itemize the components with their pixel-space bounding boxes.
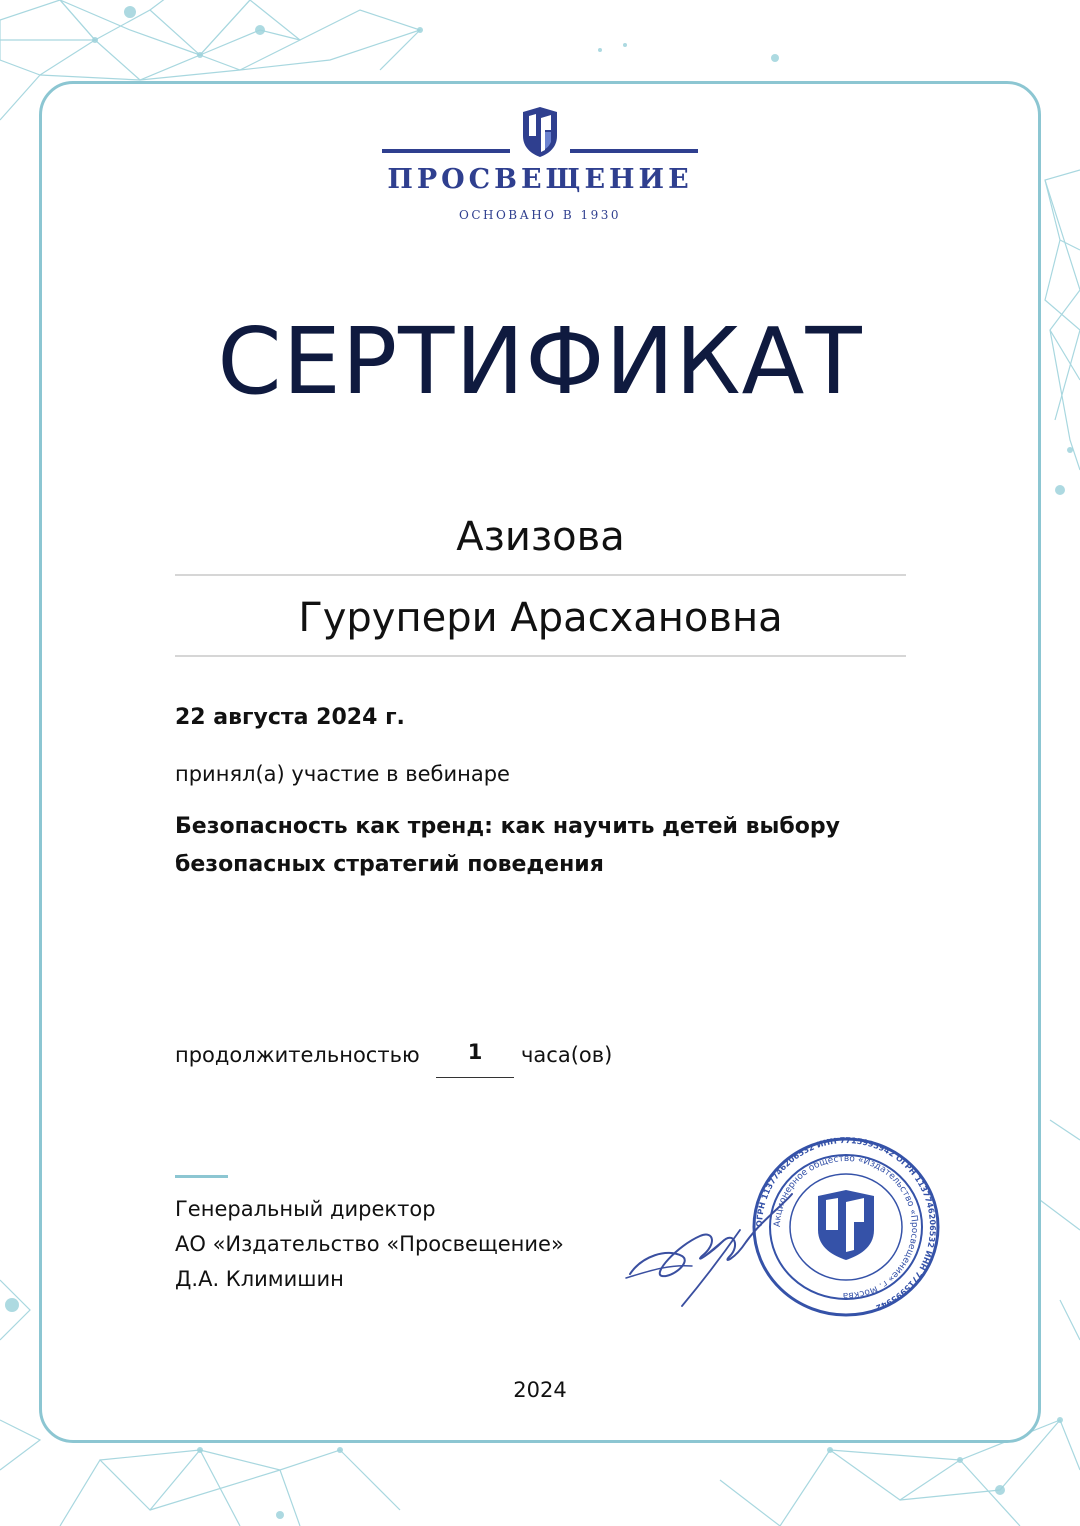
publisher-logo (382, 106, 698, 226)
given-names-underline (175, 655, 906, 657)
recipient-surname: Азизова (456, 514, 625, 560)
certificate-title: СЕРТИФИКАТ (217, 308, 863, 415)
duration-underline (436, 1077, 514, 1078)
publisher-name: ПРОСВЕЩЕНИЕ (387, 164, 693, 195)
duration-suffix: часа(ов) (521, 1043, 613, 1067)
logo-right-rule (570, 149, 698, 153)
participation-text: принял(а) участие в вебинаре (175, 762, 510, 786)
handwritten-signature (622, 1186, 802, 1316)
duration-prefix: продолжительностью (175, 1043, 420, 1067)
webinar-topic-line-2: безопасных стратегий поведения (175, 852, 604, 877)
publisher-founded: ОСНОВАНО В 1930 (458, 208, 622, 222)
logo-left-rule (382, 149, 510, 153)
shield-logo-icon (521, 106, 559, 158)
recipient-given-names: Гурупери Арасхановна (298, 595, 783, 641)
signatory-name: Д.А. Климишин (175, 1267, 344, 1291)
webinar-topic-line-1: Безопасность как тренд: как научить детей выбору (175, 814, 840, 839)
stamp-inner-text: Акционерное общество «Издательство «Просвещение» г. Москва (772, 1153, 920, 1301)
surname-underline (175, 574, 906, 576)
signatory-position: Генеральный директор (175, 1197, 436, 1221)
certificate-year: 2024 (513, 1378, 567, 1402)
webinar-topic (175, 808, 935, 884)
stamp-outer-text: ОГРН 1137746206532 ИНН 7715995942 ОГРН 1137746206532 ИНН 7715995942 (754, 1135, 938, 1313)
event-date: 22 августа 2024 г. (175, 705, 405, 730)
signatory-accent-bar (175, 1175, 228, 1178)
duration-value: 1 (467, 1040, 483, 1064)
signatory-organization: АО «Издательство «Просвещение» (175, 1232, 564, 1256)
